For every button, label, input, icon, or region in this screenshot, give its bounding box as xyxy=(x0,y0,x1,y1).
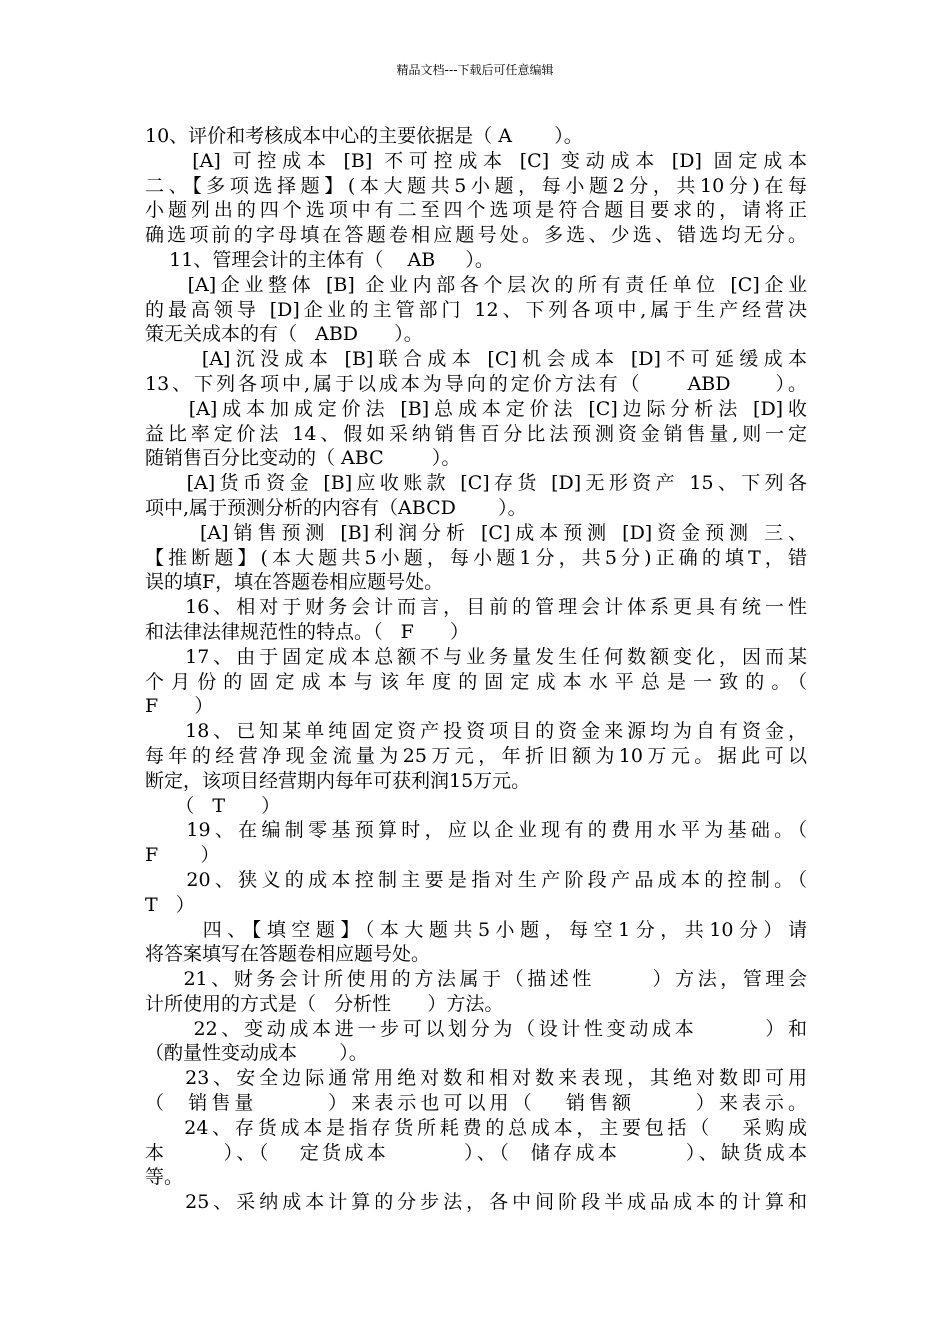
text-line: 10、评价和考核成本中心的主要依据是（ A ）。 xyxy=(145,125,583,147)
text-line: [A]销售预测 [B]利润分析 [C]成本预测 [D]资金预测 三、 xyxy=(145,521,807,544)
text-line: 随销售百分比变动的（ ABC ）。 xyxy=(145,447,461,470)
text-line: （酌量性变动成本 ）。 xyxy=(145,1042,368,1065)
text-line: [A]沉没成本 [B]联合成本 [C]机会成本 [D]不可延缓成本 xyxy=(145,348,807,371)
text-line: 四、【填空题】（本大题共5小题，每空1分，共10分）请 xyxy=(145,918,807,941)
text-line: 17、由于固定成本总额不与业务量发生任何数额变化，因而某 xyxy=(145,645,807,668)
text-line: 个月份的固定成本与该年度的固定成本水平总是一致的。（ xyxy=(145,670,807,693)
text-line: [A]企业整体 [B] 企业内部各个层次的所有责任单位 [C]企业 xyxy=(145,273,807,296)
text-line: 等。 xyxy=(145,1166,184,1189)
text-line: 【推断题】(本大题共5小题，每小题1分，共5分)正确的填T，错 xyxy=(145,546,807,569)
text-line: [A]成本加成定价法 [B]总成本定价法 [C]边际分析法 [D]收 xyxy=(145,397,807,420)
text-line: 本 ）、（ 定货成本 ）、（ 储存成本 ）、缺货成本 xyxy=(145,1141,807,1164)
text-line: 每年的经营净现金流量为25万元，年折旧额为10万元。据此可以 xyxy=(145,744,807,767)
page-header: 精品文档---下载后可任意编辑 xyxy=(396,63,554,77)
text-line: 20、狭义的成本控制主要是指对生产阶段产品成本的控制。（ xyxy=(145,868,807,891)
text-line: （ 销售量 ）来表示也可以用（ 销售额 ）来表示。 xyxy=(145,1092,807,1115)
text-line: 23、安全边际通常用绝对数和相对数来表现，其绝对数即可用 xyxy=(145,1067,807,1090)
text-line: 22、变动成本进一步可以划分为（设计性变动成本 ）和 xyxy=(145,1017,807,1040)
text-line: 24、存货成本是指存货所耗费的总成本，主要包括（ 采购成 xyxy=(145,1116,807,1139)
text-line: 断定，该项目经营期内每年可获利润15万元。 xyxy=(145,769,531,792)
text-line: 和法律法律规范性的特点。（ F ） xyxy=(145,620,470,643)
text-line: 18、已知某单纯固定资产投资项目的资金来源均为自有资金， xyxy=(145,720,807,743)
text-line: 益比率定价法 14、假如采纳销售百分比法预测资金销售量,则一定 xyxy=(145,422,807,445)
text-line: 的最高领导 [D]企业的主管部门 12、下列各项中,属于生产经营决 xyxy=(145,298,807,321)
text-line: 21、财务会计所使用的方法属于（描述性 ）方法，管理会 xyxy=(145,968,807,991)
text-line: 25、采纳成本计算的分步法，各中间阶段半成品成本的计算和 xyxy=(145,1191,807,1214)
text-line: [A] 可控成本 [B] 不可控成本 [C] 变动成本 [D] 固定成本 xyxy=(145,149,807,172)
text-line: 确选项前的字母填在答题卷相应题号处。多选、少选、错选均无分。 xyxy=(145,224,807,247)
text-line: 11、管理会计的主体有（ AB ）。 xyxy=(145,248,494,271)
text-line: 13、下列各项中,属于以成本为导向的定价方法有（ ABD ）。 xyxy=(145,372,807,395)
text-line: 项中,属于预测分析的内容有（ABCD ）。 xyxy=(145,496,527,519)
document-body xyxy=(145,124,807,1215)
text-line: 二、【多项选择题】(本大题共5小题，每小题2分，共10分)在每 xyxy=(145,174,807,197)
text-line: F ） xyxy=(145,695,214,718)
text-line: 将答案填写在答题卷相应题号处。 xyxy=(145,943,431,966)
text-line: 误的填F，填在答题卷相应题号处。 xyxy=(145,571,444,594)
text-line: 小题列出的四个选项中有二至四个选项是符合题目要求的，请将正 xyxy=(145,199,807,222)
text-line: 19、在编制零基预算时，应以企业现有的费用水平为基础。（ xyxy=(145,819,807,842)
text-line: 16、相对于财务会计而言，目前的管理会计体系更具有统一性 xyxy=(145,596,807,619)
text-line: 计所使用的方式是（ 分析性 ）方法。 xyxy=(145,992,504,1015)
text-line: F ） xyxy=(145,844,220,867)
text-line: [A]货币资金 [B]应收账款 [C]存货 [D]无形资产 15、下列各 xyxy=(145,472,807,495)
text-line: T ） xyxy=(145,893,195,916)
text-line: 策无关成本的有（ ABD ）。 xyxy=(145,323,423,346)
text-line: （ T ） xyxy=(145,794,281,817)
